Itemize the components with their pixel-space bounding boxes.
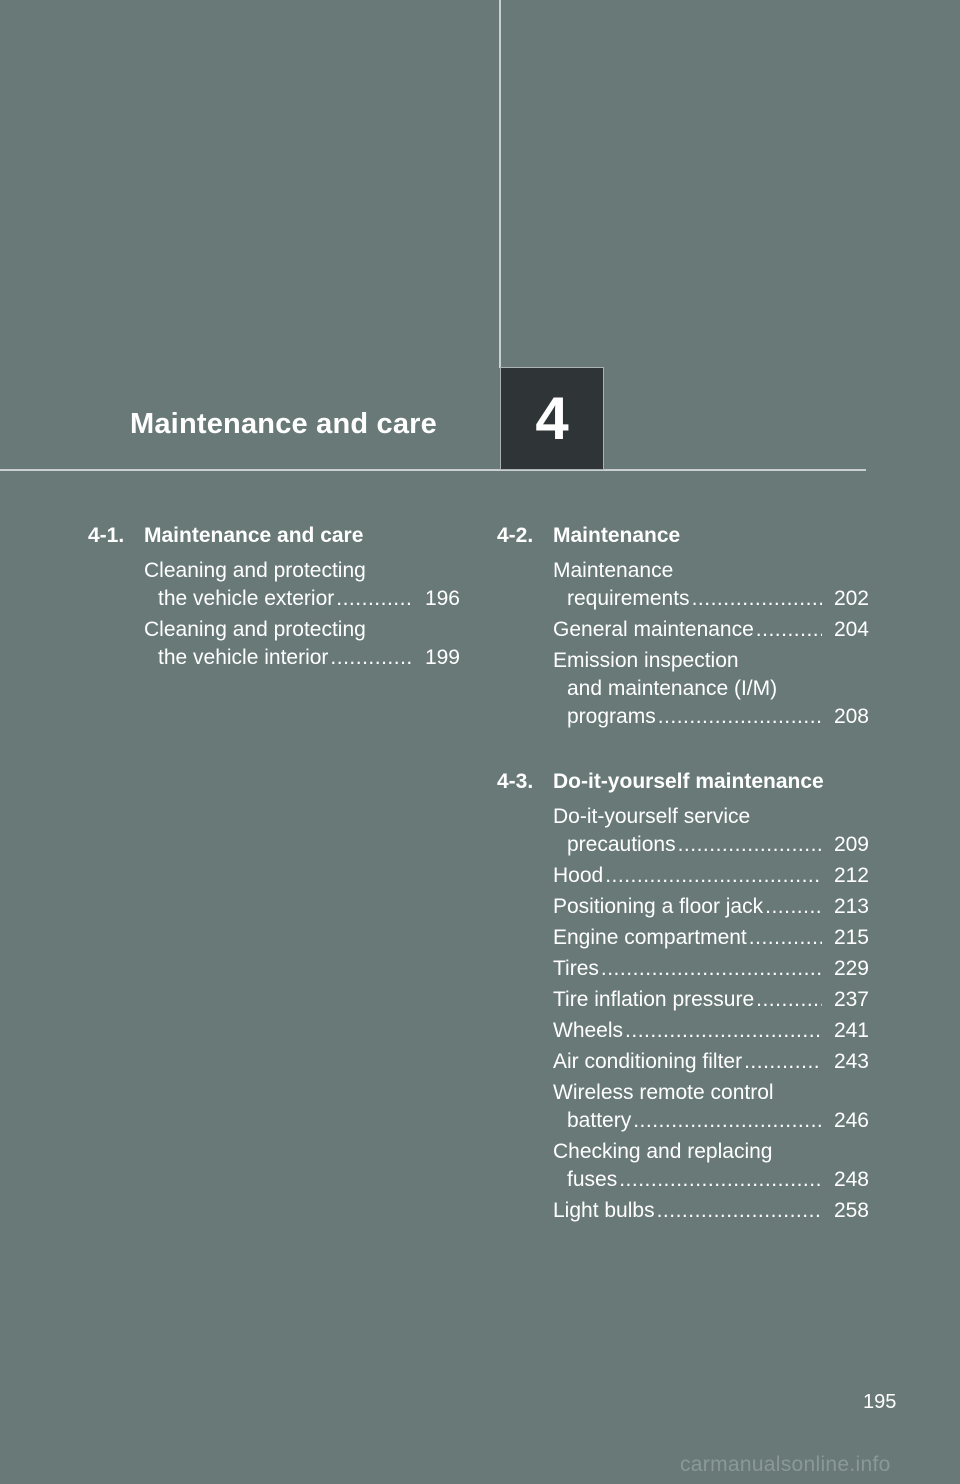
watermark: carmanualsonline.info <box>680 1453 891 1476</box>
toc-entry-text: programs <box>567 705 656 728</box>
dot-leader <box>657 1197 822 1225</box>
dot-leader <box>625 1017 822 1045</box>
toc-page-number: 237 <box>833 988 869 1011</box>
toc-entry[interactable] <box>144 557 460 613</box>
toc-page-number: 248 <box>833 1168 869 1191</box>
toc-entry-text: Hood <box>553 864 604 887</box>
toc-page-number: 215 <box>833 926 869 949</box>
toc-page-number: 243 <box>833 1050 869 1073</box>
toc-page-number: 213 <box>833 895 869 918</box>
section-heading <box>88 524 460 554</box>
toc-page-number: 204 <box>833 618 869 641</box>
chapter-number: 4 <box>535 385 569 452</box>
dot-leader <box>765 893 822 921</box>
toc-entry-text: precautions <box>567 833 676 856</box>
toc-entry[interactable] <box>553 893 869 921</box>
dot-leader <box>619 1166 822 1194</box>
chapter-title: Maintenance and care <box>130 408 437 440</box>
dot-leader <box>692 585 822 613</box>
toc-entry[interactable] <box>553 803 869 859</box>
toc-entry-text: Wireless remote control <box>553 1081 774 1104</box>
section-number: 4-1. <box>88 524 125 547</box>
toc-entry[interactable] <box>553 557 869 613</box>
toc-entry-text: Cleaning and protecting <box>144 618 366 641</box>
toc-entry[interactable] <box>553 955 869 983</box>
toc-entry-text: General maintenance <box>553 618 754 641</box>
toc-page-number: 229 <box>833 957 869 980</box>
toc-entry[interactable] <box>553 647 869 731</box>
toc-entry-text: Cleaning and protecting <box>144 559 366 582</box>
toc-section-4-1 <box>88 524 460 672</box>
toc-section-4-2 <box>497 524 869 731</box>
section-title: Do-it-yourself maintenance <box>553 770 824 793</box>
toc-entry[interactable] <box>553 1197 869 1225</box>
toc-entry[interactable] <box>553 862 869 890</box>
dot-leader <box>678 831 822 859</box>
toc-entry-text: fuses <box>567 1168 618 1191</box>
toc-entry[interactable] <box>553 986 869 1014</box>
toc-entry-text: battery <box>567 1109 632 1132</box>
toc-entry-text: Wheels <box>553 1019 624 1042</box>
toc-entry[interactable] <box>553 1138 869 1194</box>
toc-entry-text: requirements <box>567 587 690 610</box>
toc-entry-text: Positioning a floor jack <box>553 895 764 918</box>
toc-page-number: 209 <box>833 833 869 856</box>
toc-entry-text: the vehicle exterior <box>158 587 335 610</box>
section-title: Maintenance <box>553 524 681 547</box>
section-number: 4-3. <box>497 770 534 793</box>
dot-leader <box>605 862 822 890</box>
section-heading <box>497 524 869 554</box>
toc-page-number: 241 <box>833 1019 869 1042</box>
section-heading <box>497 770 869 800</box>
toc-entry-text: and maintenance (I/M) <box>567 677 778 700</box>
toc-entry-text: Air conditioning filter <box>553 1050 743 1073</box>
toc-entry-text: the vehicle interior <box>158 646 329 669</box>
toc-entry-text: Engine compartment <box>553 926 747 949</box>
section-title: Maintenance and care <box>144 524 364 547</box>
toc-entry[interactable] <box>553 1079 869 1135</box>
toc-page-number: 212 <box>833 864 869 887</box>
toc-entry-text: Tire inflation pressure <box>553 988 755 1011</box>
dot-leader <box>756 616 822 644</box>
toc-entry[interactable] <box>144 616 460 672</box>
toc-entry-text: Emission inspection <box>553 649 739 672</box>
dot-leader <box>744 1048 822 1076</box>
dot-leader <box>336 585 413 613</box>
dot-leader <box>749 924 822 952</box>
toc-page-number: 202 <box>833 587 869 610</box>
dot-leader <box>330 644 413 672</box>
toc-entry[interactable] <box>553 924 869 952</box>
toc-entry[interactable] <box>553 616 869 644</box>
toc-entry-text: Checking and replacing <box>553 1140 773 1163</box>
toc-page-number: 258 <box>833 1199 869 1222</box>
chapter-number-tab <box>500 367 604 470</box>
toc-page-number: 246 <box>833 1109 869 1132</box>
section-number: 4-2. <box>497 524 534 547</box>
toc-page-number: 196 <box>424 587 460 610</box>
page-number: 195 <box>863 1391 897 1413</box>
dot-leader <box>601 955 822 983</box>
toc-entry-text: Tires <box>553 957 599 980</box>
toc-section-4-3 <box>497 770 869 1225</box>
toc-entry[interactable] <box>553 1048 869 1076</box>
divider-horizontal <box>0 469 866 471</box>
divider-vertical <box>499 0 501 368</box>
dot-leader <box>756 986 822 1014</box>
toc-entry-text: Do-it-yourself service <box>553 805 751 828</box>
toc-entry[interactable] <box>553 1017 869 1045</box>
toc-entry-text: Maintenance <box>553 559 674 582</box>
dot-leader <box>658 703 822 731</box>
toc-entry-text: Light bulbs <box>553 1199 655 1222</box>
dot-leader <box>633 1107 822 1135</box>
toc-page-number: 199 <box>424 646 460 669</box>
toc-page-number: 208 <box>833 705 869 728</box>
